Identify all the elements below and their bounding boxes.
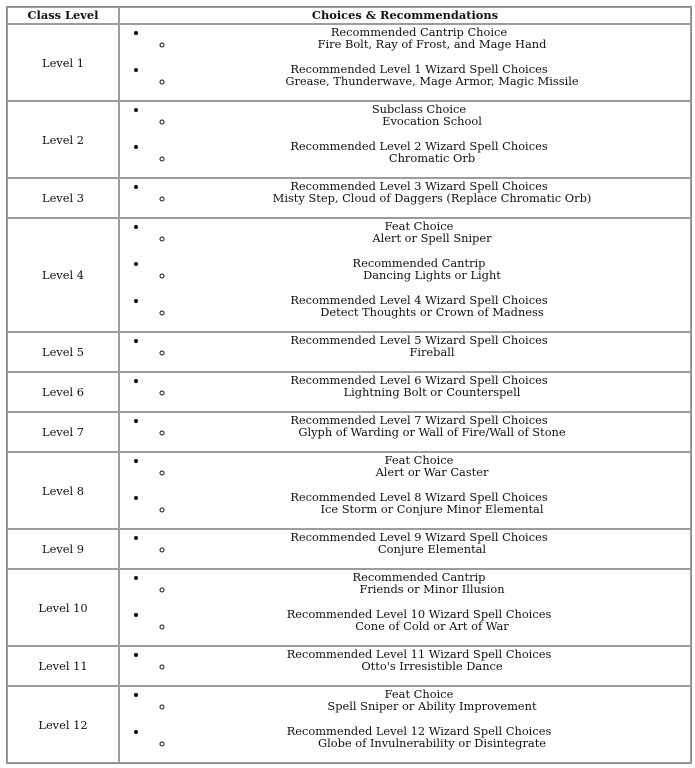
choice-title: Subclass Choice	[371, 102, 467, 116]
choices-cell	[119, 101, 691, 178]
choice-detail: ◦ Chromatic Orb	[174, 152, 690, 164]
header-row	[7, 7, 691, 24]
choice-detail-list	[148, 269, 690, 281]
choice-title: Recommended Level 9 Wizard Spell Choices	[290, 530, 548, 544]
choice-detail-list	[148, 386, 690, 398]
choice-list	[120, 334, 690, 359]
choice-detail: ◦ Fireball	[174, 346, 690, 358]
choice-item	[148, 725, 690, 750]
choice-detail: ◦ Friends or Minor Illusion	[174, 583, 690, 595]
choice-detail: ◦ Spell Sniper or Ability Improvement	[174, 700, 690, 712]
table-row	[7, 101, 691, 178]
table-row	[7, 24, 691, 101]
choice-title: Recommended Level 7 Wizard Spell Choices	[290, 413, 548, 427]
wizard-progression-table	[6, 6, 692, 764]
choice-detail-list	[148, 660, 690, 672]
class-level-cell: Level 9	[7, 529, 119, 569]
choice-detail: ◦ Detect Thoughts or Crown of Madness	[174, 306, 690, 318]
choice-detail-list	[148, 115, 690, 127]
table-row	[7, 332, 691, 372]
choice-title: Feat Choice	[384, 687, 454, 701]
choice-detail-list	[148, 543, 690, 555]
header-class-level: Class Level	[7, 7, 119, 24]
choice-title: Recommended Level 12 Wizard Spell Choices	[286, 723, 552, 738]
choice-title: Recommended Cantrip	[352, 570, 486, 584]
choice-detail: ◦ Cone of Cold or Art of War	[174, 620, 690, 632]
choice-title: Recommended Level 1 Wizard Spell Choices	[290, 61, 548, 76]
choice-item	[148, 608, 690, 633]
choices-cell	[119, 412, 691, 452]
choice-detail: ◦ Alert or Spell Sniper	[174, 232, 690, 244]
choice-item	[148, 571, 690, 596]
choice-list	[120, 531, 690, 556]
table-row	[7, 646, 691, 686]
choice-detail: ◦ Ice Storm or Conjure Minor Elemental	[174, 503, 690, 515]
choice-detail-list	[148, 620, 690, 632]
class-level-cell: Level 11	[7, 646, 119, 686]
table-row	[7, 412, 691, 452]
choices-cell	[119, 646, 691, 686]
table-row	[7, 529, 691, 569]
class-level-cell: Level 5	[7, 332, 119, 372]
choice-item	[148, 257, 690, 282]
choice-title: Recommended Level 5 Wizard Spell Choices	[290, 333, 548, 347]
choice-list	[120, 220, 690, 318]
class-level-cell: Level 4	[7, 218, 119, 332]
choice-detail: ◦ Globe of Invulnerability or Disintegrate	[174, 737, 690, 749]
class-level-cell: Level 2	[7, 101, 119, 178]
choices-cell	[119, 218, 691, 332]
choice-item	[148, 140, 690, 165]
choice-item	[148, 688, 690, 713]
table-row	[7, 218, 691, 332]
choice-detail-list	[148, 737, 690, 749]
choice-list	[120, 103, 690, 165]
choice-detail-list	[148, 583, 690, 595]
choice-title: Recommended Level 11 Wizard Spell Choices	[286, 647, 552, 661]
class-level-cell: Level 12	[7, 686, 119, 763]
choice-list	[120, 648, 690, 673]
class-level-cell: Level 6	[7, 372, 119, 412]
class-level-cell: Level 7	[7, 412, 119, 452]
choice-title: Feat Choice	[384, 219, 454, 233]
choice-detail-list	[148, 503, 690, 515]
choice-title: Recommended Level 2 Wizard Spell Choices	[290, 138, 548, 153]
choice-detail: ◦ Misty Step, Cloud of Daggers (Replace Chromatic Orb)	[174, 192, 690, 204]
choice-list	[120, 571, 690, 633]
choice-item	[148, 103, 690, 128]
choice-item	[148, 414, 690, 439]
table-row	[7, 372, 691, 412]
choice-item	[148, 294, 690, 319]
choice-list	[120, 374, 690, 399]
table-row	[7, 569, 691, 646]
choice-item	[148, 63, 690, 88]
choice-detail-list	[148, 306, 690, 318]
choices-cell	[119, 24, 691, 101]
choice-detail-list	[148, 466, 690, 478]
choice-detail: ◦ Evocation School	[174, 115, 690, 127]
choice-detail: ◦ Alert or War Caster	[174, 466, 690, 478]
choice-title: Recommended Level 4 Wizard Spell Choices	[290, 292, 548, 307]
table-row	[7, 178, 691, 218]
class-level-cell: Level 8	[7, 452, 119, 529]
table-row	[7, 452, 691, 529]
choice-list	[120, 180, 690, 205]
choice-detail: ◦ Dancing Lights or Light	[174, 269, 690, 281]
choice-item	[148, 531, 690, 556]
choice-detail-list	[148, 38, 690, 50]
choice-detail: ◦ Fire Bolt, Ray of Frost, and Mage Hand	[174, 38, 690, 50]
choice-item	[148, 180, 690, 205]
choice-list	[120, 26, 690, 88]
choice-item	[148, 454, 690, 479]
choice-list	[120, 414, 690, 439]
choice-detail-list	[148, 346, 690, 358]
choices-cell	[119, 178, 691, 218]
choice-title: Recommended Cantrip Choice	[330, 25, 508, 39]
choice-detail-list	[148, 192, 690, 204]
choice-detail: ◦ Lightning Bolt or Counterspell	[174, 386, 690, 398]
choices-cell	[119, 529, 691, 569]
choices-cell	[119, 332, 691, 372]
choice-detail: ◦ Otto's Irresistible Dance	[174, 660, 690, 672]
choices-cell	[119, 452, 691, 529]
choice-title: Recommended Level 6 Wizard Spell Choices	[290, 373, 548, 387]
choice-title: Recommended Level 8 Wizard Spell Choices	[290, 489, 548, 504]
choice-item	[148, 648, 690, 673]
choice-detail: ◦ Glyph of Warding or Wall of Fire/Wall of Stone	[174, 426, 690, 438]
choice-detail-list	[148, 232, 690, 244]
choice-detail-list	[148, 152, 690, 164]
choice-list	[120, 454, 690, 516]
choice-detail: ◦ Conjure Elemental	[174, 543, 690, 555]
choices-cell	[119, 372, 691, 412]
class-level-cell: Level 1	[7, 24, 119, 101]
class-level-cell: Level 3	[7, 178, 119, 218]
choice-item	[148, 374, 690, 399]
choice-list	[120, 688, 690, 750]
choice-item	[148, 220, 690, 245]
choice-detail: ◦ Grease, Thunderwave, Mage Armor, Magic Missile	[174, 75, 690, 87]
choice-title: Recommended Level 10 Wizard Spell Choices	[286, 606, 552, 621]
choice-title: Recommended Level 3 Wizard Spell Choices	[290, 179, 548, 193]
choices-cell	[119, 569, 691, 646]
choice-detail-list	[148, 426, 690, 438]
choice-item	[148, 491, 690, 516]
choices-cell	[119, 686, 691, 763]
class-level-cell: Level 10	[7, 569, 119, 646]
table-body	[7, 24, 691, 763]
choice-detail-list	[148, 700, 690, 712]
choice-title: Feat Choice	[384, 453, 454, 467]
choice-item	[148, 26, 690, 51]
choice-item	[148, 334, 690, 359]
header-choices: Choices & Recommendations	[119, 7, 691, 24]
choice-detail-list	[148, 75, 690, 87]
table-row	[7, 686, 691, 763]
choice-title: Recommended Cantrip	[352, 255, 486, 270]
